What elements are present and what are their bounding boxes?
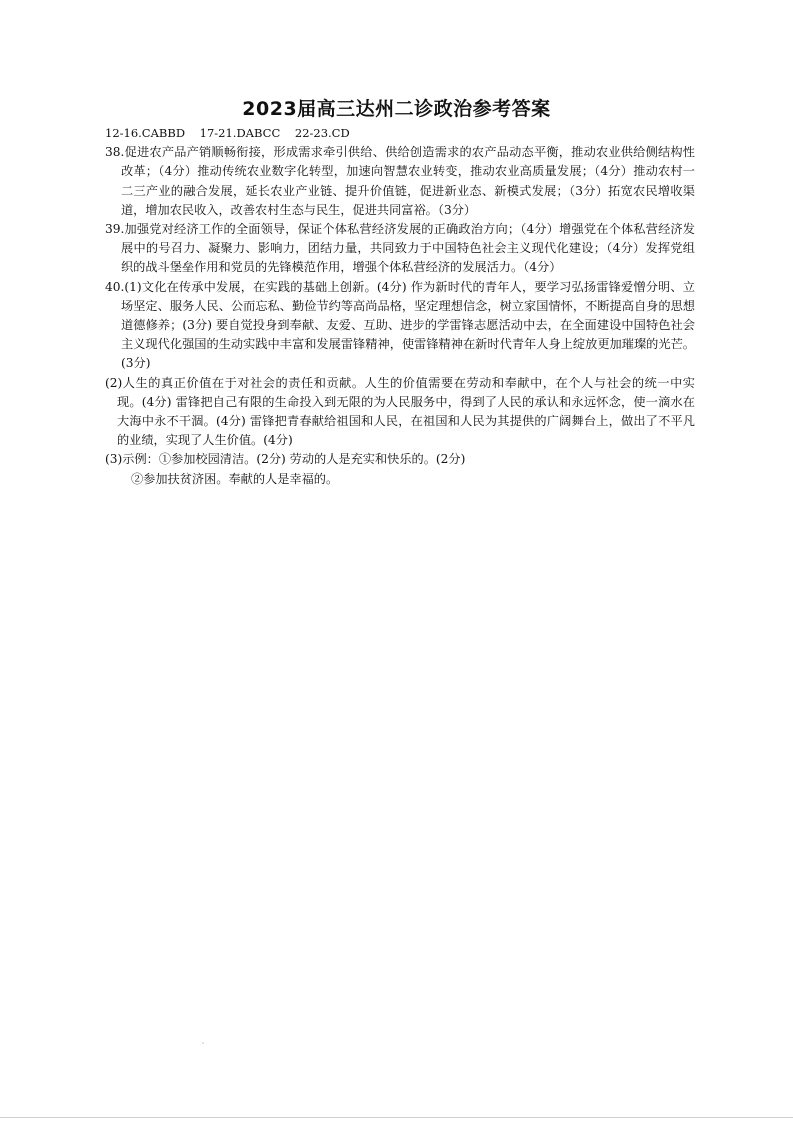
answer-39: 39.加强党对经济工作的全面领导，保证个体私营经济发展的正确政治方向；（4分）增强党在个体私营经济发展中的号召力、凝聚力、影响力，团结力量，共同致力于中国特色社会主义现代化建设；（4分）发挥党组织的战斗堡垒作用和党员的先锋模范作用，增强个体私营经济的发展活力。（4分） bbox=[105, 222, 695, 275]
choice-answers: 12-16.CABBD 17-21.DABCC 22-23.CD bbox=[105, 126, 350, 140]
page-bottom-edge bbox=[0, 1117, 793, 1118]
answer-40-2: (2)人生的真正价值在于对社会的责任和贡献。人生的价值需要在劳动和奉献中，在个人与社会的统一中实现。(4分) 雷锋把自己有限的生命投入到无限的为人民服务中，得到了人民的承认和永远怀念，使一滴水在大海中永不干涸。(4分) 雷锋把青春献给祖国和人民，在祖国和人民为其提供的广阔舞台上，做出了不平凡的业绩，实现了人生价值。(4分) bbox=[105, 375, 695, 448]
answer-38: 38.促进农产品产销顺畅衔接，形成需求牵引供给、供给创造需求的农产品动态平衡，推动农业供给侧结构性改革；（4分）推动传统农业数字化转型，加速向智慧农业转变，推动农业高质量发展；（4分）推动农村一二三产业的融合发展，延长农业产业链、提升价值链，促进新业态、新模式发展；（3分）拓宽农民增收渠道，增加农民收入，改善农村生态与民生，促进共同富裕。（3分） bbox=[105, 145, 695, 217]
scan-speck bbox=[202, 1042, 204, 1044]
answer-content bbox=[105, 124, 695, 489]
document-title: 2023届高三达州二诊政治参考答案 bbox=[242, 98, 551, 120]
answer-40-3-line1: (3)示例：①参加校园清洁。(2分) 劳动的人是充实和快乐的。(2分) bbox=[105, 452, 466, 467]
answer-40-3-line2: ②参加扶贫济困。奉献的人是幸福的。 bbox=[131, 471, 339, 486]
answer-40-1: 40.(1)文化在传承中发展，在实践的基础上创新。(4分) 作为新时代的青年人，要学习弘扬雷锋爱憎分明、立场坚定、服务人民、公而忘私、勤俭节约等高尚品格，坚定理想信念，树立家国情怀，不断提高自身的思想道德修养；(3分) 要自觉投身到奉献、友爱、互助、进步的学雷锋志愿活动中去，在全面建设中国特色社会主义现代化强国的生动实践中丰富和发展雷锋精神，使雷锋精神在新时代青年人身上绽放更加璀璨的光芒。(3分) bbox=[105, 279, 695, 371]
